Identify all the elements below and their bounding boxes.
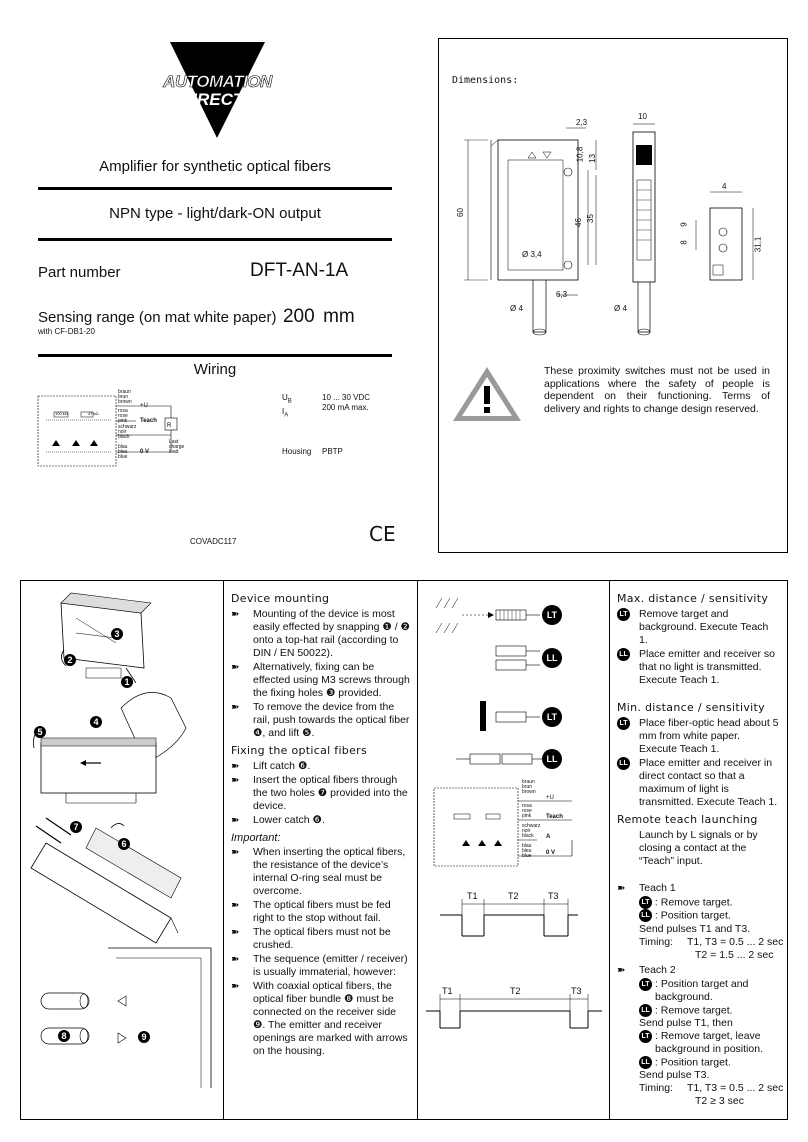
teach1-timing-label: Timing:: [639, 935, 674, 948]
maxdist-lt: Remove target and background. Execute Teach 1.: [639, 608, 769, 646]
mounting-title: Device mounting: [231, 592, 330, 605]
teach1-timing2: T2 = 1.5 ... 2 sec: [695, 948, 774, 961]
callout-4: 4: [90, 716, 102, 728]
lt-icon-t1: LT: [639, 896, 652, 909]
wire-black: schwarz noir black: [118, 424, 137, 440]
wire2-a: A: [546, 834, 551, 840]
warning-icon: [450, 364, 524, 424]
ub-label: U: [282, 393, 288, 402]
teach1-title: Teach 1: [639, 882, 676, 894]
teach2-send1: Send pulse T1, then: [639, 1016, 733, 1029]
teach1-ll: : Position target.: [654, 909, 731, 922]
callout-6: 6: [118, 838, 130, 850]
part-number: DFT-AN-1A: [250, 260, 349, 281]
dim-13: 13: [587, 154, 597, 163]
housing-label: Housing: [282, 447, 312, 456]
fixing-item-1: Lift catch ❻.: [253, 760, 311, 772]
important-item-3: The optical fibers must not be crushed.: [253, 926, 391, 951]
fixing-item-3: Lower catch ❻.: [253, 814, 325, 826]
dim-4c: 4: [722, 182, 727, 191]
t2-label-2: T2: [510, 986, 521, 996]
lt-icon-1: LT: [542, 605, 562, 625]
logo: [160, 40, 275, 140]
t3-label-1: T3: [548, 891, 559, 901]
callout-3: 3: [111, 628, 123, 640]
teach2-lt2: : Remove target, leave background in position.: [655, 1029, 763, 1055]
callout-1: 1: [121, 676, 133, 688]
teach1-send: Send pulses T1 and T3.: [639, 922, 751, 935]
important-item-5: With coaxial optical fibers, the optical fiber bundle ❽ must be connected on the receiver side ❾. The emitter and receiver openings are marked with arrows on the housing.: [253, 980, 408, 1057]
range-value: 200: [282, 306, 315, 327]
maxdist-ll: Place emitter and receiver so that no light is transmitted. Execute Teach 1.: [639, 648, 775, 686]
dim-4b: Ø 4: [614, 304, 627, 313]
part-label: Part number: [38, 264, 121, 281]
dim-46: 46: [573, 218, 583, 227]
dim-108: 10,8: [575, 146, 585, 163]
logo-text-1: AUTOMATION: [163, 72, 272, 91]
ia-value: 200 mA max.: [322, 403, 369, 412]
dim-311: 31,1: [753, 236, 763, 253]
teach2-lt1: : Position target and background.: [655, 977, 749, 1003]
callout-2: 2: [64, 654, 76, 666]
product-title: Amplifier for synthetic optical fibers: [99, 158, 331, 175]
wire2-blue: blau bleu blue: [522, 843, 532, 859]
ia-label: I: [282, 406, 285, 416]
dim-34: Ø 3,4: [522, 250, 542, 259]
dim-10: 10: [638, 112, 647, 121]
teach2-ll1: : Remove target.: [654, 1003, 733, 1016]
teach2-timing1: T1, T3 = 0.5 ... 2 sec: [687, 1082, 784, 1095]
ll-icon-t1: LL: [639, 909, 652, 922]
teach1-lt: : Remove target.: [654, 896, 733, 909]
logo-suffix: .com: [243, 97, 263, 107]
wire-blue: blau bleu blue: [118, 444, 128, 460]
important-title: Important:: [231, 832, 281, 844]
teach2-ll2: : Position target.: [654, 1056, 731, 1069]
ub-value: 10 ... 30 VDC: [322, 393, 371, 402]
warning-text: These proximity switches must not be used in applications where the safety of people is dependent on their functioning. Terms of delivery and rights to change design reserved.: [544, 365, 770, 415]
remote-title: Remote teach launching: [617, 813, 758, 826]
wire-brown: braun brun brown: [118, 389, 132, 405]
callout-7: 7: [70, 821, 82, 833]
range-unit: mm: [323, 306, 355, 327]
dim-60: 60: [455, 208, 465, 217]
wire2-ub: +U: [546, 795, 554, 801]
teach-diagrams: [422, 588, 606, 1118]
wire2-pink: rosa rose pink: [522, 803, 532, 819]
dimensions-title: Dimensions:: [452, 75, 519, 86]
teach2-timing-label: Timing:: [639, 1082, 674, 1095]
dim-35: 35: [585, 214, 595, 223]
wire2-brown: braun brun brown: [522, 779, 536, 795]
ll-icon-max: LL: [617, 648, 630, 661]
teach2-timing2: T2 ≥ 3 sec: [695, 1095, 744, 1108]
dim-4a: Ø 4: [510, 304, 523, 313]
t1-label-2: T1: [442, 986, 453, 996]
svg-text:R: R: [167, 423, 172, 429]
lt-icon-2: LT: [542, 707, 562, 727]
t3-label-2: T3: [571, 986, 582, 996]
ll-icon-1: LL: [542, 648, 562, 668]
output-type: NPN type - light/dark-ON output: [109, 205, 321, 222]
svg-text:47 kΩ: 47 kΩ: [88, 411, 99, 416]
callout-5: 5: [34, 726, 46, 738]
fixing-title: Fixing the optical fibers: [231, 744, 368, 757]
wire2-teach: Teach: [546, 814, 563, 820]
ub-sub: B: [287, 398, 292, 405]
ce-mark: CE: [369, 522, 396, 546]
svg-text:100 kΩ: 100 kΩ: [55, 411, 68, 416]
wire-teach: Teach: [140, 418, 157, 424]
callout-9: 9: [138, 1031, 150, 1043]
important-item-1: When inserting the optical fibers, the resistance of the device’s internal O-ring seal must be overcome.: [253, 846, 406, 897]
wire-pink: rosa rose pink: [118, 408, 128, 424]
ll-icon-min: LL: [617, 757, 630, 770]
t1-label-1: T1: [467, 891, 478, 901]
teach1-timing1: T1, T3 = 0.5 ... 2 sec: [687, 935, 784, 948]
wire2-black: schwarz noir black: [522, 823, 541, 839]
mindist-lt: Place fiber-optic head about 5 mm from white paper. Execute Teach 1.: [639, 717, 779, 755]
important-item-2: The optical fibers must be fed right to the stop without fail.: [253, 899, 391, 924]
dim-23: 2,3: [576, 118, 588, 127]
dimension-drawing: [448, 110, 783, 340]
important-item-4: The sequence (emitter / receiver) is usually immaterial, however:: [253, 953, 408, 978]
range-note: with CF-DB1-20: [38, 327, 95, 336]
teach2-send2: Send pulse T3.: [639, 1069, 710, 1082]
dim-63: 6,3: [556, 290, 568, 299]
mounting-item-3: To remove the device from the rail, push towards the optical fiber ❹, and lift ❺.: [253, 701, 410, 739]
mounting-item-2: Alternatively, fixing can be effected using M3 screws through the fixing holes ❸ provided.: [253, 661, 410, 699]
t2-label-1: T2: [508, 891, 519, 901]
housing-value: PBTP: [322, 447, 343, 456]
wiring-diagram: [36, 390, 196, 470]
ll-icon-t2a: LL: [639, 1004, 652, 1017]
ia-sub: A: [284, 412, 289, 419]
mounting-item-1: Mounting of the device is most easily effected by snapping ❶ / ❷ onto a top-hat rail (according to DIN / EN 50022).: [253, 608, 410, 659]
wire2-0v: 0 V: [546, 850, 556, 856]
remote-text: Launch by L signals or by closing a contact at the “Teach” input.: [639, 829, 758, 867]
ll-icon-t2b: LL: [639, 1056, 652, 1069]
wire-0v: 0 V: [140, 449, 150, 455]
dim-9: 9: [679, 222, 689, 227]
wire-ub: +U: [140, 403, 148, 409]
wiring-title: Wiring: [193, 361, 237, 378]
mindist-ll: Place emitter and receiver in direct contact so that a maximum of light is transmitted. Execute Teach 1.: [639, 757, 778, 808]
fixing-item-2: Insert the optical fibers through the two holes ❼ provided into the device.: [253, 774, 408, 812]
maxdist-title: Max. distance / sensitivity: [617, 592, 769, 605]
mindist-title: Min. distance / sensitivity: [617, 701, 765, 714]
lt-icon-t2a: LT: [639, 978, 652, 991]
lt-icon-t2b: LT: [639, 1030, 652, 1043]
lt-icon-max: LT: [617, 608, 630, 621]
ll-icon-2: LL: [542, 749, 562, 769]
logo-text-2: DIRECT: [180, 90, 244, 109]
dim-8: 8: [679, 240, 689, 245]
wire-load: Last charge load: [169, 439, 185, 455]
doc-code: COVADC117: [190, 537, 237, 546]
teach2-title: Teach 2: [639, 963, 676, 976]
callout-8: 8: [58, 1030, 70, 1042]
mounting-illustrations: [26, 588, 218, 1088]
range-label: Sensing range (on mat white paper): [38, 309, 277, 326]
lt-icon-min: LT: [617, 717, 630, 730]
